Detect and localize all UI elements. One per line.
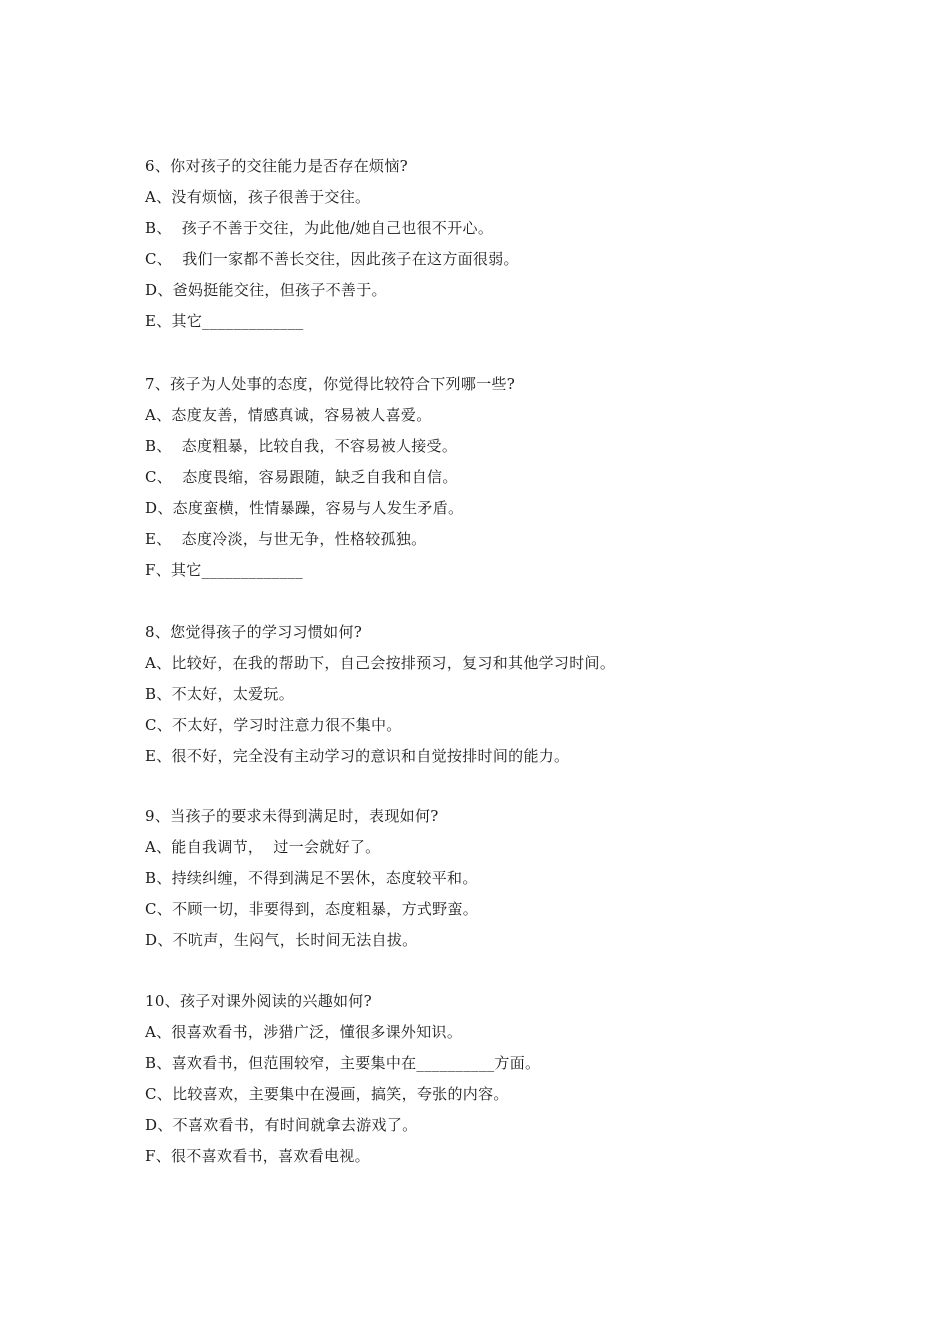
option-d: D、不喜欢看书，有时间就拿去游戏了。 (145, 1116, 418, 1134)
question-title: 6、你对孩子的交往能力是否存在烦恼? (145, 157, 408, 175)
option-b: B、 孩子不善于交往，为此他/她自己也很不开心。 (145, 219, 494, 237)
question-title: 9、当孩子的要求未得到满足时，表现如何? (145, 807, 439, 825)
option-d: D、态度蛮横，性情暴躁，容易与人发生矛盾。 (145, 499, 464, 517)
option-b: B、 态度粗暴，比较自我，不容易被人接受。 (145, 437, 458, 455)
question-title: 8、您觉得孩子的学习习惯如何? (145, 623, 363, 641)
option-f: F、其它_____________ (145, 561, 304, 579)
question-title: 10、孩子对课外阅读的兴趣如何? (145, 992, 372, 1010)
question-title: 7、孩子为人处事的态度，你觉得比较符合下列哪一些? (145, 375, 516, 393)
option-a: A、没有烦恼，孩子很善于交往。 (145, 188, 371, 206)
option-b: B、持续纠缠，不得到满足不罢休，态度较平和。 (145, 869, 478, 887)
option-a: A、比较好，在我的帮助下，自己会按排预习，复习和其他学习时间。 (145, 654, 616, 672)
question-9 (145, 801, 845, 956)
option-a: A、态度友善，情感真诚，容易被人喜爱。 (145, 406, 432, 424)
option-c: C、 我们一家都不善长交往，因此孩子在这方面很弱。 (145, 250, 519, 268)
option-b: B、喜欢看书，但范围较窄，主要集中在__________方面。 (145, 1054, 541, 1072)
question-7 (145, 369, 845, 586)
option-e: E、其它_____________ (145, 312, 304, 330)
option-c: C、比较喜欢，主要集中在漫画，搞笑，夸张的内容。 (145, 1085, 509, 1103)
option-e: E、 态度冷淡，与世无争，性格较孤独。 (145, 530, 427, 548)
option-a: A、能自我调节， 过一会就好了。 (145, 838, 381, 856)
option-c: C、 态度畏缩，容易跟随，缺乏自我和自信。 (145, 468, 458, 486)
option-b: B、不太好，太爱玩。 (145, 685, 295, 703)
option-c: C、不太好，学习时注意力很不集中。 (145, 716, 402, 734)
question-10 (145, 986, 845, 1172)
option-a: A、很喜欢看书，涉猎广泛，懂很多课外知识。 (145, 1023, 463, 1041)
question-6 (145, 151, 845, 337)
option-d: D、爸妈挺能交往，但孩子不善于。 (145, 281, 387, 299)
question-8 (145, 617, 845, 772)
option-c: C、不顾一切，非要得到，态度粗暴，方式野蛮。 (145, 900, 479, 918)
option-f: F、很不喜欢看书，喜欢看电视。 (145, 1147, 370, 1165)
option-e: E、很不好，完全没有主动学习的意识和自觉按排时间的能力。 (145, 747, 570, 765)
option-d: D、不吭声，生闷气，长时间无法自拔。 (145, 931, 418, 949)
